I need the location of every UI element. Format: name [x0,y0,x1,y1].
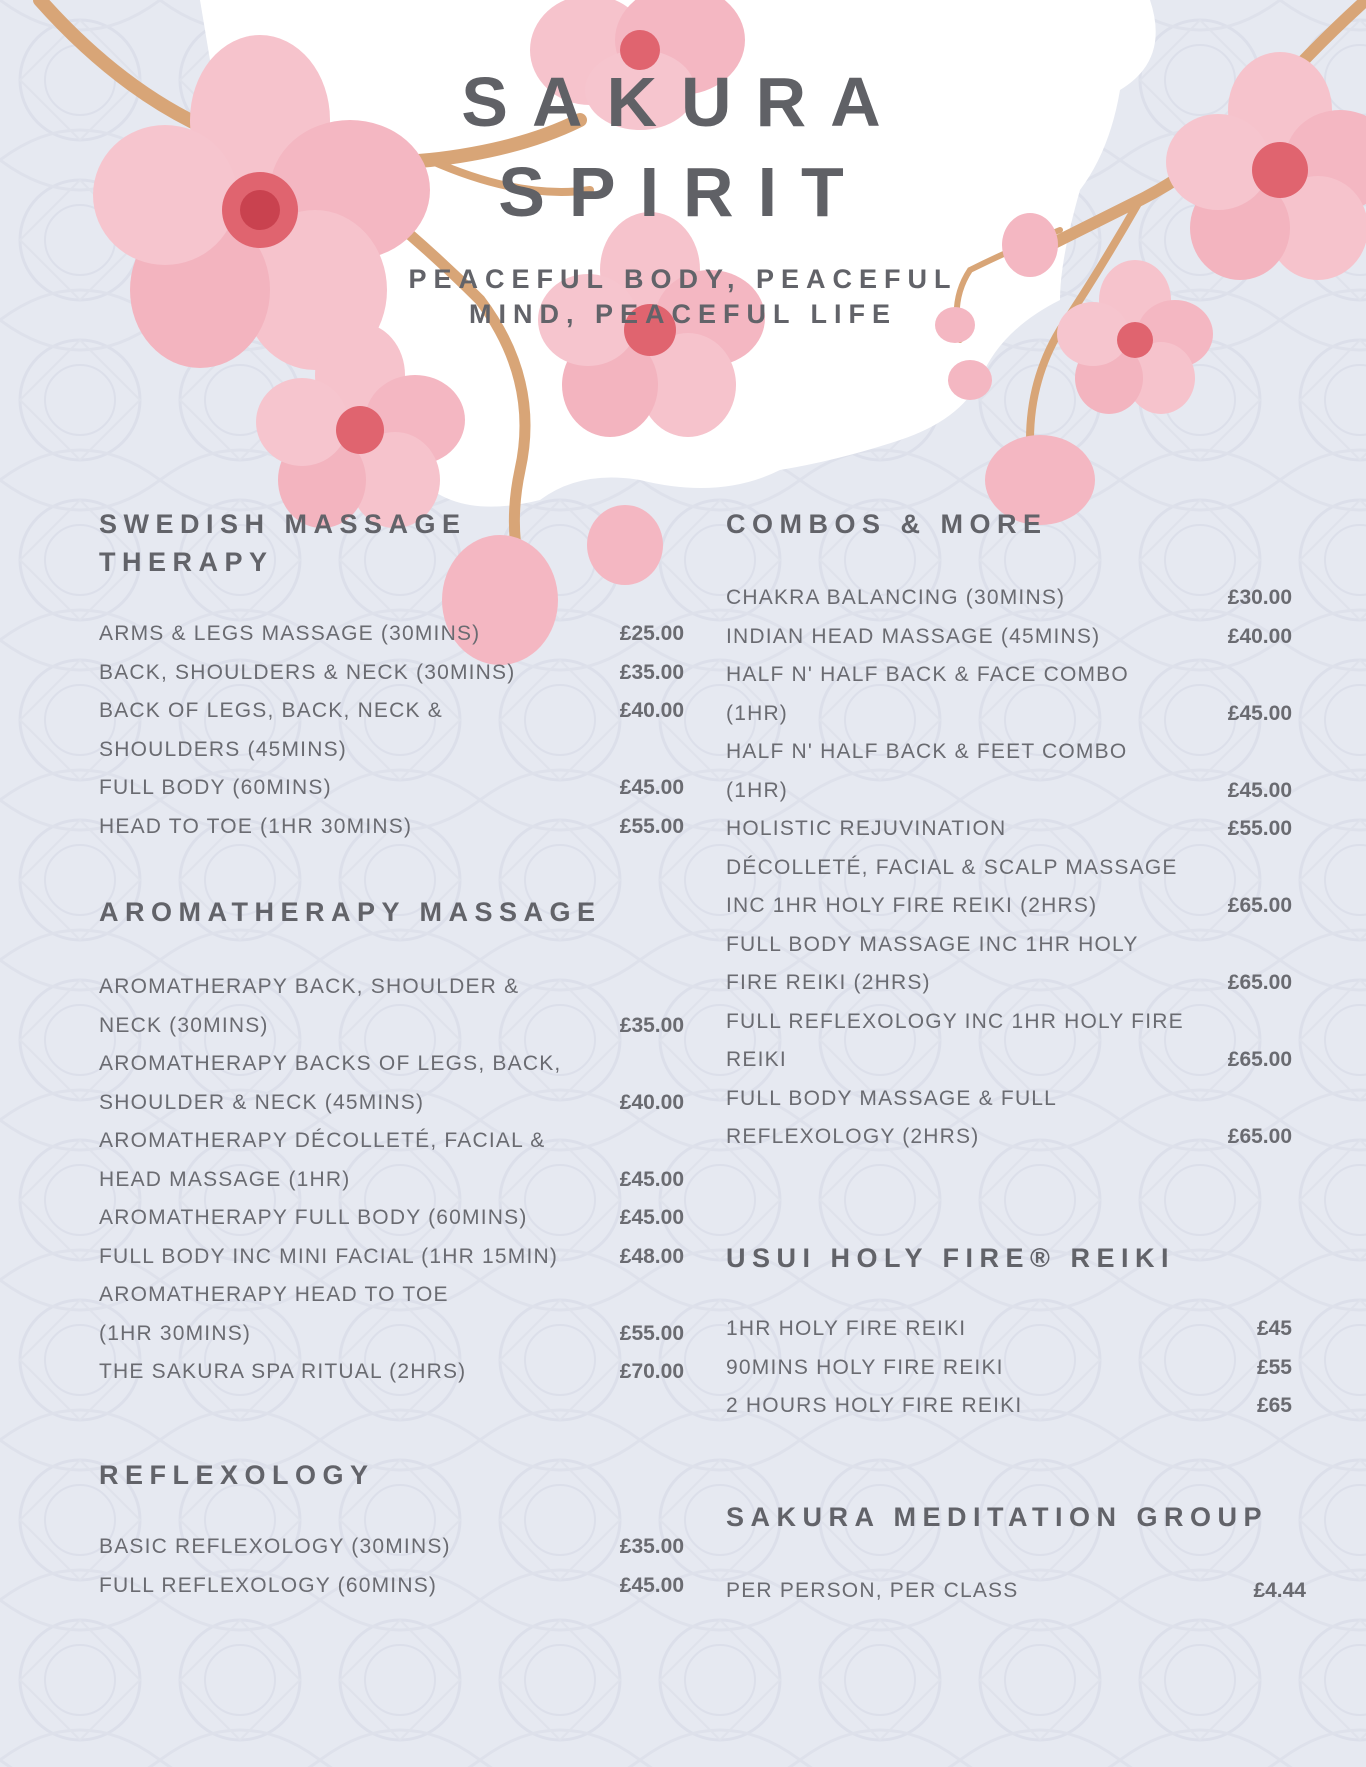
list-item [99,1122,684,1199]
item-name: 1HR HOLY FIRE REIKI [726,1317,967,1340]
list-item [726,849,1292,926]
item-name [726,733,1127,810]
item-name-line1: AROMATHERAPY BACK, SHOULDER & [99,975,520,998]
item-price: £45.00 [619,1573,684,1597]
item-name [99,1276,449,1353]
item-price: £40.00 [1227,624,1292,648]
item-name-line1: BACK OF LEGS, BACK, NECK & [99,699,443,722]
list-item [726,1349,1292,1388]
list-item [726,1310,1292,1349]
item-price: £55.00 [619,814,684,838]
item-price: £45.00 [619,1206,684,1229]
item-price: £65 [1256,1394,1292,1417]
item-name-line2: INC 1HR HOLY FIRE REIKI (2HRS) [726,894,1098,917]
list-item [726,810,1292,849]
item-name: THE SAKURA SPA RITUAL (2HRS) [99,1360,467,1383]
item-price: £35.00 [619,660,684,684]
item-name-line2: (1HR) [726,701,788,725]
price-list [726,579,1292,1157]
list-item [726,926,1292,1003]
item-price: £70.00 [619,1360,684,1383]
price-list [726,1572,1306,1611]
section-usui-holy-fire-reiki [726,1239,1292,1426]
item-name-line1: AROMATHERAPY HEAD TO TOE [99,1283,449,1306]
item-name [726,849,1178,926]
item-price: £65.00 [1227,894,1292,917]
item-price: £55.00 [619,1321,684,1345]
section-title: AROMATHERAPY MASSAGE [99,897,602,927]
item-name [726,656,1129,733]
list-item [726,1387,1292,1426]
item-price: £55 [1256,1355,1292,1379]
item-price: £45.00 [1227,701,1292,725]
tagline-line2: MIND, PEACEFUL LIFE [468,299,897,329]
item-name: AROMATHERAPY FULL BODY (60MINS) [99,1206,528,1229]
list-item [99,808,684,847]
brand-title-line1: SAKURA [461,63,905,141]
list-item [99,1567,684,1606]
item-name: BASIC REFLEXOLOGY (30MINS) [99,1535,451,1558]
item-name [99,1045,561,1122]
item-name-line1: HALF N' HALF BACK & FACE COMBO [726,663,1129,686]
item-name-line2: SHOULDERS (45MINS) [99,737,347,761]
section-title: SAKURA MEDITATION GROUP [726,1502,1268,1532]
item-name: FULL BODY INC MINI FACIAL (1HR 15MIN) [99,1244,559,1268]
item-name: HOLISTIC REJUVINATION [726,817,1007,840]
item-name-line1: FULL REFLEXOLOGY INC 1HR HOLY FIRE [726,1009,1184,1033]
item-name: FULL BODY (60MINS) [99,776,332,799]
item-name-line1: AROMATHERAPY DÉCOLLETÉ, FACIAL & [99,1129,546,1152]
section-title: COMBOS & MORE [726,509,1048,539]
list-item [99,692,684,769]
item-name-line1: FULL BODY MASSAGE INC 1HR HOLY [726,932,1139,956]
section-title [99,505,684,581]
list-item [726,579,1292,618]
item-name: 90MINS HOLY FIRE REIKI [726,1355,1004,1379]
item-name [99,692,443,769]
item-name: CHAKRA BALANCING (30MINS) [726,586,1066,609]
item-name: HEAD TO TOE (1HR 30MINS) [99,814,413,838]
list-item [726,733,1292,810]
list-item [726,618,1292,657]
item-name: BACK, SHOULDERS & NECK (30MINS) [99,660,516,684]
item-name: PER PERSON, PER CLASS [726,1579,1019,1602]
item-name-line2: FIRE REIKI (2HRS) [726,971,931,994]
item-name-line2: (1HR 30MINS) [99,1321,252,1345]
section-aromatherapy-massage [99,893,684,1392]
tagline-line1: PEACEFUL BODY, PEACEFUL [408,264,958,294]
section-title-line2: THERAPY [99,547,274,577]
item-name [726,926,1139,1003]
price-list [99,1528,684,1605]
item-price: £25.00 [619,622,684,645]
list-item [99,615,684,654]
section-title: USUI HOLY FIRE® REIKI [726,1243,1175,1273]
list-item [99,1276,684,1353]
item-name-line2: NECK (30MINS) [99,1013,269,1037]
item-name-line2: HEAD MASSAGE (1HR) [99,1167,351,1191]
item-price: £45.00 [1227,778,1292,802]
section-title: REFLEXOLOGY [99,1460,375,1490]
list-item [99,1045,684,1122]
item-name-line2: (1HR) [726,778,788,802]
list-item [726,1003,1292,1080]
item-name [99,968,519,1045]
list-item [99,968,684,1045]
item-price: £35.00 [619,1013,684,1037]
item-name [726,1003,1184,1080]
item-name: ARMS & LEGS MASSAGE (30MINS) [99,622,481,645]
list-item [99,1528,684,1567]
item-price: £35.00 [619,1535,684,1558]
item-name [99,1122,545,1199]
item-price: £4.44 [1253,1579,1306,1602]
item-price: £65.00 [1227,1048,1292,1071]
item-name-line1: DÉCOLLETÉ, FACIAL & SCALP MASSAGE [726,855,1178,879]
list-item [726,656,1292,733]
item-name-line1: HALF N' HALF BACK & FEET COMBO [726,740,1128,763]
item-name-line2: SHOULDER & NECK (45MINS) [99,1090,425,1114]
item-price: £45.00 [619,776,684,799]
item-name: 2 HOURS HOLY FIRE REIKI [726,1394,1023,1417]
list-item [99,1238,684,1277]
price-list [726,1310,1292,1426]
section-sakura-meditation-group [726,1498,1306,1611]
item-price: £65.00 [1227,1125,1292,1148]
list-item [726,1572,1306,1611]
item-price: £48.00 [619,1244,684,1268]
list-item [99,1199,684,1238]
item-name-line1: AROMATHERAPY BACKS OF LEGS, BACK, [99,1052,562,1075]
item-price: £45 [1256,1317,1292,1340]
item-name-line1: FULL BODY MASSAGE & FULL [726,1086,1058,1110]
price-list [99,968,684,1392]
item-name-line2: REIKI [726,1048,787,1071]
item-price: £40.00 [619,699,684,722]
item-name-line2: REFLEXOLOGY (2HRS) [726,1125,980,1148]
list-item [99,654,684,693]
item-price: £45.00 [619,1167,684,1191]
list-item [99,1353,684,1392]
section-title-line1: SWEDISH MASSAGE [99,509,467,539]
list-item [726,1080,1292,1157]
price-list [99,615,684,846]
item-name [726,1080,1057,1157]
item-price: £30.00 [1227,586,1292,609]
item-name: INDIAN HEAD MASSAGE (45MINS) [726,624,1101,648]
item-price: £65.00 [1227,971,1292,994]
brand-title-line2: SPIRIT [498,153,868,231]
section-reflexology [99,1456,684,1605]
item-name: FULL REFLEXOLOGY (60MINS) [99,1573,438,1597]
section-swedish-massage [99,505,684,846]
item-price: £55.00 [1227,817,1292,840]
section-combos-and-more [726,505,1292,1157]
list-item [99,769,684,808]
item-price: £40.00 [619,1090,684,1114]
